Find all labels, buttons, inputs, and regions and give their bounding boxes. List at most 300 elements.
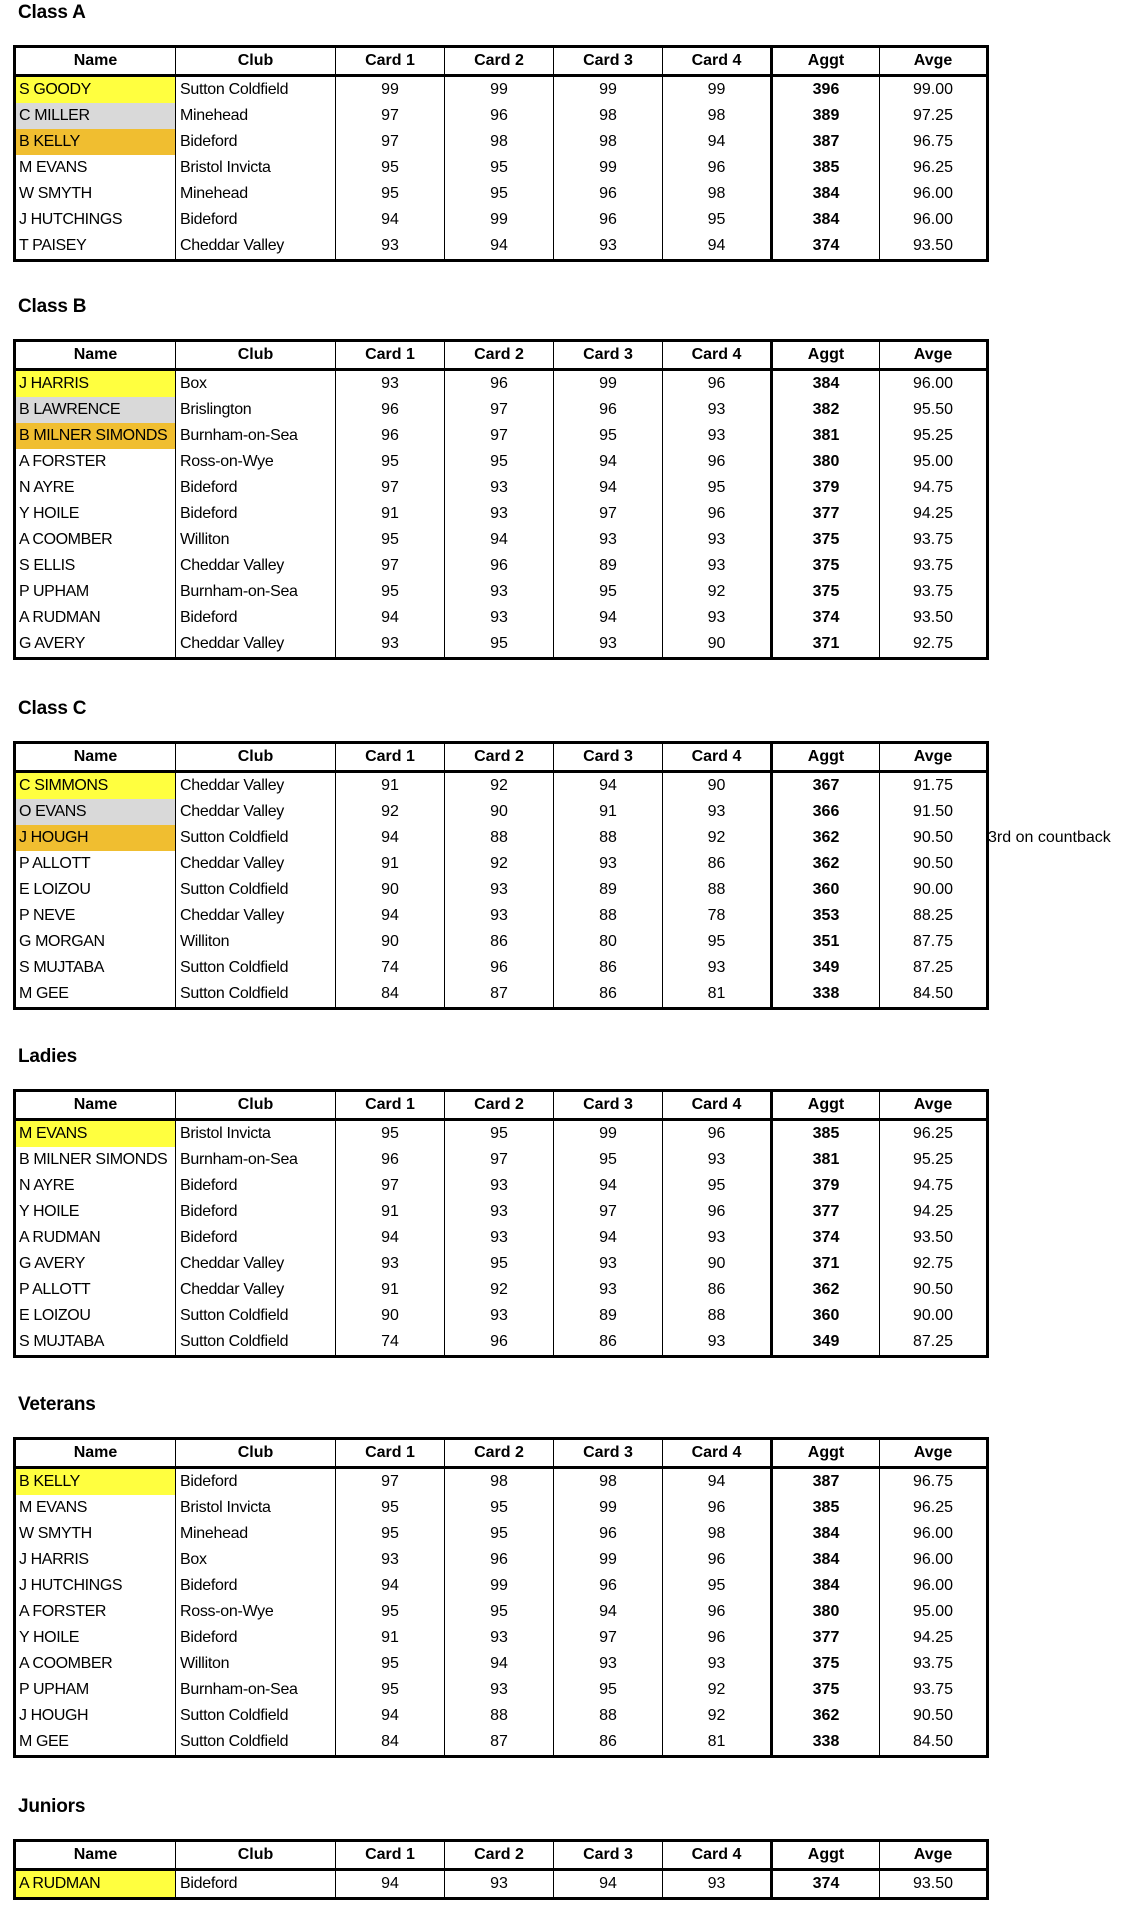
header-name: Name [15,743,176,772]
cell-card-1: 93 [336,1547,445,1573]
cell-aggt: 371 [772,631,880,659]
cell-aggt: 380 [772,449,880,475]
cell-name: A COOMBER [15,1651,176,1677]
header-card-4: Card 4 [663,1091,772,1120]
cell-aggt: 374 [772,233,880,261]
cell-card-4: 95 [663,1573,772,1599]
cell-card-1: 74 [336,1329,445,1357]
cell-card-2: 92 [445,772,554,800]
cell-card-2: 95 [445,449,554,475]
cell-name: S GOODY [15,76,176,104]
header-aggt: Aggt [772,1841,880,1870]
cell-card-2: 99 [445,207,554,233]
cell-aggt: 351 [772,929,880,955]
cell-aggt: 384 [772,1573,880,1599]
cell-aggt: 375 [772,553,880,579]
results-table [13,741,989,1010]
cell-card-2: 93 [445,605,554,631]
cell-name: E LOIZOU [15,877,176,903]
cell-name: N AYRE [15,1173,176,1199]
table-row [15,1303,988,1329]
cell-name: G AVERY [15,631,176,659]
cell-card-1: 94 [336,1573,445,1599]
cell-name: E LOIZOU [15,1303,176,1329]
cell-avge: 90.50 [880,1703,988,1729]
cell-card-2: 97 [445,423,554,449]
cell-card-1: 94 [336,903,445,929]
cell-name: Y HOILE [15,501,176,527]
cell-club: Sutton Coldfield [176,825,336,851]
section-title: Class A [18,2,86,23]
cell-name: W SMYTH [15,181,176,207]
cell-name: A COOMBER [15,527,176,553]
header-card-3: Card 3 [554,1091,663,1120]
cell-card-3: 94 [554,1870,663,1899]
cell-aggt: 384 [772,181,880,207]
cell-name: M GEE [15,1729,176,1757]
cell-club: Box [176,370,336,398]
header-aggt: Aggt [772,743,880,772]
header-name: Name [15,1439,176,1468]
header-card-1: Card 1 [336,341,445,370]
cell-card-4: 96 [663,1625,772,1651]
cell-aggt: 375 [772,527,880,553]
cell-card-1: 91 [336,851,445,877]
table-row [15,553,988,579]
cell-card-1: 95 [336,1677,445,1703]
cell-name: J HOUGH [15,1703,176,1729]
cell-card-2: 88 [445,1703,554,1729]
cell-card-1: 95 [336,1120,445,1148]
cell-card-2: 93 [445,903,554,929]
cell-card-2: 95 [445,1495,554,1521]
cell-avge: 93.50 [880,233,988,261]
cell-club: Bideford [176,1173,336,1199]
cell-name: T PAISEY [15,233,176,261]
cell-club: Sutton Coldfield [176,981,336,1009]
cell-name: C MILLER [15,103,176,129]
table-row [15,851,988,877]
cell-name: J HARRIS [15,370,176,398]
cell-card-2: 99 [445,1573,554,1599]
cell-aggt: 377 [772,1625,880,1651]
cell-card-1: 91 [336,772,445,800]
cell-card-3: 94 [554,772,663,800]
table-row [15,1329,988,1357]
header-card-4: Card 4 [663,1841,772,1870]
cell-card-1: 97 [336,475,445,501]
header-card-3: Card 3 [554,743,663,772]
table-row [15,1147,988,1173]
cell-card-1: 95 [336,155,445,181]
cell-card-2: 93 [445,1677,554,1703]
cell-card-4: 98 [663,181,772,207]
cell-card-4: 86 [663,1277,772,1303]
cell-avge: 87.25 [880,1329,988,1357]
cell-name: A RUDMAN [15,1870,176,1899]
cell-name: P UPHAM [15,579,176,605]
cell-club: Bideford [176,1573,336,1599]
cell-card-2: 95 [445,1251,554,1277]
cell-club: Ross-on-Wye [176,449,336,475]
cell-card-1: 91 [336,1625,445,1651]
header-card-2: Card 2 [445,47,554,76]
table-row [15,1729,988,1757]
cell-club: Bideford [176,605,336,631]
cell-card-3: 86 [554,981,663,1009]
cell-card-2: 93 [445,475,554,501]
cell-aggt: 362 [772,825,880,851]
cell-avge: 93.50 [880,1225,988,1251]
table-row [15,501,988,527]
cell-card-2: 96 [445,1329,554,1357]
cell-card-1: 93 [336,631,445,659]
results-table [13,1839,989,1900]
table-row [15,825,988,851]
cell-card-3: 94 [554,605,663,631]
cell-name: B MILNER SIMONDS [15,1147,176,1173]
cell-avge: 95.00 [880,1599,988,1625]
cell-card-4: 96 [663,501,772,527]
cell-card-4: 93 [663,527,772,553]
cell-card-4: 96 [663,1120,772,1148]
table-row [15,527,988,553]
table-row [15,1251,988,1277]
cell-card-1: 95 [336,527,445,553]
cell-aggt: 374 [772,1870,880,1899]
cell-card-3: 93 [554,1277,663,1303]
cell-aggt: 362 [772,851,880,877]
cell-card-3: 93 [554,527,663,553]
header-card-2: Card 2 [445,341,554,370]
cell-club: Cheddar Valley [176,553,336,579]
cell-card-1: 95 [336,1521,445,1547]
cell-club: Bristol Invicta [176,1120,336,1148]
cell-avge: 90.50 [880,1277,988,1303]
cell-card-2: 95 [445,155,554,181]
cell-card-3: 99 [554,1120,663,1148]
cell-card-4: 96 [663,155,772,181]
cell-aggt: 389 [772,103,880,129]
cell-avge: 84.50 [880,981,988,1009]
cell-aggt: 360 [772,1303,880,1329]
cell-avge: 90.00 [880,1303,988,1329]
header-row [15,47,988,76]
cell-name: P ALLOTT [15,1277,176,1303]
cell-name: P NEVE [15,903,176,929]
cell-card-4: 93 [663,1225,772,1251]
cell-card-2: 93 [445,1173,554,1199]
cell-name: M GEE [15,981,176,1009]
cell-name: M EVANS [15,155,176,181]
cell-club: Williton [176,527,336,553]
cell-card-3: 97 [554,1625,663,1651]
cell-card-4: 94 [663,1468,772,1496]
cell-club: Cheddar Valley [176,903,336,929]
cell-aggt: 381 [772,1147,880,1173]
cell-card-3: 88 [554,825,663,851]
cell-card-1: 94 [336,605,445,631]
cell-club: Cheddar Valley [176,631,336,659]
cell-avge: 95.25 [880,1147,988,1173]
header-club: Club [176,1439,336,1468]
cell-avge: 96.00 [880,1573,988,1599]
table-row [15,1599,988,1625]
header-card-4: Card 4 [663,47,772,76]
cell-card-2: 93 [445,1225,554,1251]
cell-aggt: 382 [772,397,880,423]
cell-club: Sutton Coldfield [176,1703,336,1729]
cell-card-3: 86 [554,1729,663,1757]
cell-card-1: 96 [336,397,445,423]
table-row [15,579,988,605]
cell-card-4: 96 [663,1599,772,1625]
cell-card-1: 95 [336,449,445,475]
cell-aggt: 385 [772,155,880,181]
header-club: Club [176,743,336,772]
table-row [15,955,988,981]
cell-card-4: 92 [663,825,772,851]
cell-card-3: 99 [554,1495,663,1521]
cell-name: N AYRE [15,475,176,501]
header-name: Name [15,1841,176,1870]
cell-card-3: 97 [554,1199,663,1225]
cell-card-1: 90 [336,929,445,955]
cell-card-1: 97 [336,1173,445,1199]
header-avge: Avge [880,341,988,370]
cell-aggt: 362 [772,1277,880,1303]
cell-name: Y HOILE [15,1625,176,1651]
cell-card-3: 93 [554,851,663,877]
table-row [15,1677,988,1703]
table-row [15,1173,988,1199]
cell-card-2: 93 [445,1303,554,1329]
cell-card-1: 90 [336,877,445,903]
cell-avge: 96.25 [880,1495,988,1521]
cell-avge: 93.75 [880,579,988,605]
cell-card-4: 96 [663,370,772,398]
cell-name: W SMYTH [15,1521,176,1547]
cell-card-2: 96 [445,553,554,579]
cell-card-2: 97 [445,397,554,423]
table-row [15,449,988,475]
cell-card-1: 97 [336,129,445,155]
cell-avge: 96.00 [880,207,988,233]
header-card-4: Card 4 [663,1439,772,1468]
cell-card-4: 88 [663,1303,772,1329]
cell-aggt: 384 [772,207,880,233]
cell-card-4: 90 [663,772,772,800]
section-title: Juniors [18,1796,86,1817]
cell-club: Cheddar Valley [176,1251,336,1277]
cell-card-3: 99 [554,370,663,398]
cell-card-3: 88 [554,1703,663,1729]
cell-aggt: 387 [772,129,880,155]
cell-card-4: 92 [663,1677,772,1703]
header-card-2: Card 2 [445,743,554,772]
cell-card-1: 95 [336,1651,445,1677]
cell-card-4: 92 [663,1703,772,1729]
cell-avge: 93.75 [880,1651,988,1677]
cell-club: Burnham-on-Sea [176,579,336,605]
cell-name: M EVANS [15,1120,176,1148]
cell-club: Bideford [176,1199,336,1225]
cell-avge: 94.25 [880,1199,988,1225]
cell-avge: 95.50 [880,397,988,423]
cell-card-3: 98 [554,1468,663,1496]
cell-aggt: 380 [772,1599,880,1625]
cell-card-2: 98 [445,1468,554,1496]
cell-card-2: 98 [445,129,554,155]
header-row [15,1091,988,1120]
cell-aggt: 367 [772,772,880,800]
cell-card-3: 96 [554,1521,663,1547]
cell-club: Bideford [176,1225,336,1251]
cell-club: Burnham-on-Sea [176,1677,336,1703]
header-avge: Avge [880,47,988,76]
cell-card-4: 95 [663,1173,772,1199]
cell-aggt: 377 [772,501,880,527]
cell-club: Ross-on-Wye [176,1599,336,1625]
cell-avge: 94.25 [880,1625,988,1651]
table-row [15,1277,988,1303]
cell-card-3: 95 [554,579,663,605]
cell-card-4: 93 [663,397,772,423]
cell-card-3: 94 [554,475,663,501]
cell-aggt: 385 [772,1120,880,1148]
cell-card-1: 97 [336,553,445,579]
cell-aggt: 381 [772,423,880,449]
cell-card-1: 94 [336,825,445,851]
cell-avge: 87.75 [880,929,988,955]
cell-card-2: 86 [445,929,554,955]
table-row [15,1199,988,1225]
cell-card-1: 93 [336,370,445,398]
cell-card-4: 98 [663,103,772,129]
table-row [15,129,988,155]
cell-card-1: 84 [336,1729,445,1757]
header-name: Name [15,1091,176,1120]
cell-card-2: 93 [445,501,554,527]
cell-aggt: 338 [772,981,880,1009]
table-row [15,207,988,233]
cell-name: P ALLOTT [15,851,176,877]
table-row [15,1521,988,1547]
cell-card-3: 80 [554,929,663,955]
table-row [15,1495,988,1521]
cell-card-1: 74 [336,955,445,981]
cell-club: Bideford [176,1625,336,1651]
header-card-3: Card 3 [554,341,663,370]
cell-card-3: 94 [554,449,663,475]
cell-card-2: 95 [445,631,554,659]
header-card-2: Card 2 [445,1439,554,1468]
cell-card-2: 87 [445,1729,554,1757]
cell-aggt: 349 [772,1329,880,1357]
table-row [15,233,988,261]
cell-club: Bideford [176,1468,336,1496]
cell-card-2: 93 [445,1625,554,1651]
header-avge: Avge [880,1841,988,1870]
cell-card-1: 92 [336,799,445,825]
cell-club: Sutton Coldfield [176,1303,336,1329]
cell-card-1: 95 [336,181,445,207]
cell-card-4: 93 [663,955,772,981]
cell-avge: 96.00 [880,1547,988,1573]
cell-club: Bideford [176,475,336,501]
cell-card-1: 91 [336,501,445,527]
header-aggt: Aggt [772,47,880,76]
cell-card-2: 94 [445,527,554,553]
cell-club: Cheddar Valley [176,1277,336,1303]
cell-aggt: 375 [772,1677,880,1703]
cell-avge: 96.75 [880,129,988,155]
cell-name: S ELLIS [15,553,176,579]
table-row [15,1547,988,1573]
cell-card-1: 94 [336,1225,445,1251]
cell-card-4: 95 [663,207,772,233]
cell-card-4: 95 [663,475,772,501]
cell-avge: 96.25 [880,155,988,181]
cell-name: S MUJTABA [15,955,176,981]
cell-card-1: 91 [336,1277,445,1303]
cell-card-1: 91 [336,1199,445,1225]
header-card-3: Card 3 [554,1841,663,1870]
cell-card-4: 96 [663,1547,772,1573]
header-club: Club [176,341,336,370]
cell-aggt: 377 [772,1199,880,1225]
cell-card-2: 95 [445,1120,554,1148]
header-club: Club [176,47,336,76]
cell-aggt: 384 [772,370,880,398]
cell-card-3: 86 [554,1329,663,1357]
cell-club: Bideford [176,501,336,527]
cell-card-3: 98 [554,129,663,155]
table-row [15,631,988,659]
results-table [13,1437,989,1758]
cell-card-1: 99 [336,76,445,104]
cell-card-3: 95 [554,1147,663,1173]
table-row [15,799,988,825]
cell-card-4: 95 [663,929,772,955]
cell-card-4: 93 [663,1147,772,1173]
cell-card-1: 97 [336,103,445,129]
cell-card-1: 94 [336,1870,445,1899]
header-name: Name [15,341,176,370]
cell-name: G MORGAN [15,929,176,955]
header-club: Club [176,1091,336,1120]
cell-club: Box [176,1547,336,1573]
cell-club: Sutton Coldfield [176,76,336,104]
cell-card-2: 93 [445,1199,554,1225]
header-row [15,341,988,370]
table-row [15,475,988,501]
cell-aggt: 374 [772,605,880,631]
cell-card-4: 81 [663,1729,772,1757]
cell-card-4: 93 [663,553,772,579]
cell-club: Sutton Coldfield [176,877,336,903]
section-title: Class B [18,296,87,317]
cell-card-3: 99 [554,155,663,181]
table-row [15,423,988,449]
table-row [15,1703,988,1729]
cell-aggt: 375 [772,579,880,605]
cell-name: Y HOILE [15,1199,176,1225]
cell-avge: 90.50 [880,851,988,877]
cell-card-2: 90 [445,799,554,825]
cell-avge: 91.50 [880,799,988,825]
cell-card-4: 93 [663,423,772,449]
